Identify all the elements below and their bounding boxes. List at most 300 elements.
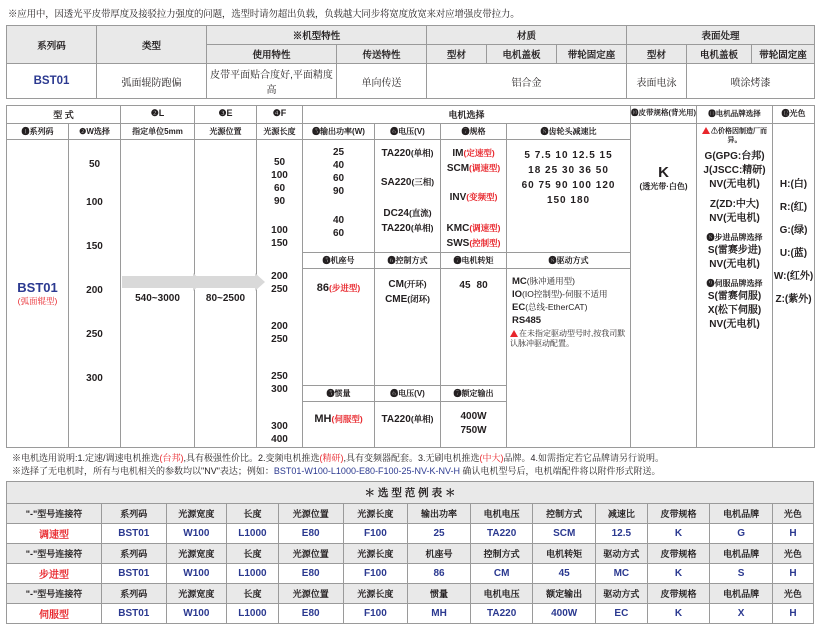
- ex-cell: F100: [343, 524, 408, 544]
- color-name: (蓝): [790, 248, 808, 259]
- note1-brand-b: (精研): [319, 453, 344, 463]
- ex-cell: BST01: [101, 604, 166, 624]
- ex-hdr-width: 光源宽度: [166, 584, 226, 604]
- spec-header-feature: ※机型特性: [207, 26, 427, 45]
- gear-value: 18: [528, 165, 542, 176]
- model-code-table: [6, 105, 815, 448]
- ex-cell: CM: [470, 564, 533, 584]
- brand-item: [697, 318, 772, 332]
- brand-sub: (松下伺服): [714, 305, 762, 316]
- spec-code: INV: [449, 192, 467, 203]
- light-color-list: [773, 126, 814, 307]
- ex-hdr-pos: 光源位置: [278, 544, 343, 564]
- brand-item: [697, 258, 772, 272]
- voltage-item: [376, 146, 439, 161]
- ex-cell: E80: [278, 604, 343, 624]
- gear-value: 120: [595, 180, 616, 191]
- f-value: 400: [271, 434, 288, 445]
- ex-cell: MH: [408, 604, 471, 624]
- color-name: (紫外): [784, 294, 812, 305]
- voltage-sub: (单相): [410, 414, 434, 424]
- spec-code: SCM: [446, 163, 470, 174]
- ex-hdr-width: 光源宽度: [166, 504, 226, 524]
- example-table: [6, 503, 814, 624]
- spec-item: [442, 161, 505, 176]
- color-code: W:: [773, 271, 787, 282]
- power-value: 90: [332, 186, 345, 197]
- brand-group-3: [697, 244, 772, 272]
- drive-code: MC: [512, 276, 527, 287]
- gear-ratio-list: [508, 148, 629, 208]
- ex-hdr-connector: "-"型号连接符: [7, 544, 102, 564]
- rated-value: 400W: [460, 411, 487, 422]
- spec-sub: (调速型): [469, 163, 501, 173]
- brand-code: G: [704, 151, 713, 162]
- e-value: 80~2500: [205, 293, 246, 304]
- hdr-torque: ❼电机转矩: [441, 253, 507, 269]
- ex-cell: H: [772, 524, 813, 544]
- spec-value-type: 弧面辊防跑偏: [97, 64, 207, 99]
- frame-no-code: 86: [316, 282, 330, 294]
- ex-cell: 86: [408, 564, 471, 584]
- hdr-belt-spec: ❿皮带规格(背光用): [631, 106, 697, 124]
- spec-sub-profile: 型材: [427, 45, 487, 64]
- example-row-servo: [7, 604, 814, 624]
- color-code: U:: [779, 248, 791, 259]
- ex-cell: E80: [278, 564, 343, 584]
- servo-voltage-item: [376, 412, 439, 427]
- color-item: [773, 224, 814, 238]
- ex-cell: K: [647, 604, 710, 624]
- f-value: 50: [273, 157, 286, 168]
- drive-mode-cell: [507, 269, 631, 448]
- hdr-series: ❶系列码: [7, 124, 69, 140]
- spec-value-material: 铝合金: [427, 64, 627, 99]
- voltage-code: DC24: [383, 208, 409, 219]
- brand-sub: (无电机): [723, 319, 760, 330]
- ex-hdr-length: 长度: [227, 544, 279, 564]
- hdr-inertia: ❺惯量: [303, 386, 375, 402]
- motor-selection-note: [12, 452, 812, 464]
- hdr-e: ❸E: [195, 106, 257, 124]
- ex-hdr-series: 系列码: [101, 504, 166, 524]
- example-header-speed: [7, 504, 814, 524]
- drive-item: [512, 301, 629, 314]
- brand-sub: (GPG:台邦): [712, 151, 765, 162]
- spec-value-surface-profile: 表面电泳: [627, 64, 687, 99]
- control-item: [376, 277, 439, 292]
- note1-brand-a: (台邦): [159, 453, 184, 463]
- spec-cell: [441, 140, 507, 253]
- f-value: 200: [271, 271, 288, 282]
- ex-hdr-frame: 机座号: [408, 544, 471, 564]
- color-item: [773, 270, 814, 284]
- brand-code: J: [703, 165, 709, 176]
- ex-hdr-color: 光色: [772, 584, 813, 604]
- gear-value: 50: [595, 165, 609, 176]
- brand-code: NV: [709, 259, 724, 270]
- drive-sub: (脉冲通用型): [526, 276, 575, 286]
- note1-prefix: ※电机选用说明:1.定速/调速电机推选: [12, 453, 160, 463]
- color-code: H:: [779, 179, 791, 190]
- series-code-value: BST01: [17, 280, 58, 295]
- w-value: 100: [86, 197, 103, 208]
- example-header-step: [7, 544, 814, 564]
- spec-value-surface-cover: 喷涂烤漆: [687, 64, 815, 99]
- control-sub: (开环): [403, 279, 427, 289]
- brand-item: [697, 290, 772, 304]
- drive-sub: (总线-EtherCAT): [525, 302, 588, 312]
- torque-cell: [441, 269, 507, 386]
- control-sub: (闭环): [407, 294, 430, 304]
- ex-cell: X: [710, 604, 773, 624]
- drive-item: [512, 275, 629, 288]
- brand-item: [697, 150, 772, 164]
- ex-cell: L1000: [227, 564, 279, 584]
- hdr-spec: ❼规格: [441, 124, 507, 140]
- brand-price-warning: [697, 126, 772, 146]
- brand-code: Z: [709, 199, 716, 210]
- brand-code: NV: [709, 179, 724, 190]
- ex-hdr-control: 控制方式: [533, 504, 596, 524]
- series-code-cell: [7, 140, 69, 448]
- ex-hdr-color: 光色: [772, 544, 813, 564]
- gear-row: [508, 193, 629, 208]
- gear-value: 30: [561, 165, 576, 176]
- ex-cell: S: [710, 564, 773, 584]
- brand-code: NV: [709, 213, 724, 224]
- brand-item: [697, 164, 772, 178]
- hdr-f-len: 光源长度: [257, 124, 303, 140]
- f-value: 200: [271, 321, 288, 332]
- spec-sub: (调速型): [469, 223, 501, 233]
- spec-code: SWS: [446, 238, 470, 249]
- ex-cell: K: [647, 524, 710, 544]
- ex-cell: 25: [408, 524, 471, 544]
- ex-hdr-length: 长度: [227, 584, 279, 604]
- brand-group-2: [697, 198, 772, 226]
- no-motor-note: [12, 465, 812, 477]
- drive-code: IO: [512, 289, 523, 300]
- brand-warn-text: ⚠价格因制造厂而异。: [711, 128, 768, 144]
- brand-item: [697, 212, 772, 226]
- l-arrow-bar: [122, 276, 193, 288]
- hdr-xingshi: 型 式: [7, 106, 121, 124]
- f-values-cell: [257, 140, 303, 448]
- power-value: 60: [332, 173, 345, 184]
- torque-list: [442, 279, 505, 293]
- ex-hdr-pos: 光源位置: [278, 504, 343, 524]
- gear-value: 60: [521, 180, 535, 191]
- spec-item: [442, 190, 505, 205]
- brand-sub: (无电机): [723, 259, 760, 270]
- ex-hdr-series: 系列码: [101, 544, 166, 564]
- ex-hdr-brand: 电机品牌: [710, 544, 773, 564]
- example-row-step: [7, 564, 814, 584]
- hdr-servo-voltage: ❻电压(V): [375, 386, 441, 402]
- torque-value: 80: [476, 280, 488, 291]
- color-name: (红): [790, 202, 808, 213]
- note1-brand-c: (中大): [479, 453, 504, 463]
- ex-cell: W100: [166, 604, 226, 624]
- brand-sub: (无电机): [723, 179, 760, 190]
- gear-ratio-cell: [507, 140, 631, 253]
- brand-item: [697, 198, 772, 212]
- inertia-sub: (伺服型): [331, 414, 363, 424]
- hdr-motor-brand: ⓫电机品牌选择: [697, 106, 773, 124]
- spec-table: [6, 25, 815, 99]
- f-values-list: [258, 156, 301, 446]
- rated-value: 750W: [460, 425, 487, 436]
- warning-icon: [510, 330, 518, 337]
- ex-cell: H: [772, 604, 813, 624]
- brand-servo-label: ❾伺服品牌选择: [706, 279, 763, 288]
- power-value: 40: [332, 215, 345, 226]
- w-value: 300: [86, 373, 103, 384]
- ex-cell: 12.5: [595, 524, 647, 544]
- spec-item: [442, 236, 505, 251]
- ex-hdr-brand: 电机品牌: [710, 504, 773, 524]
- spec-value-use: 皮带平面贴合度好,平面精度高: [207, 64, 337, 99]
- ex-cell: BST01: [101, 524, 166, 544]
- ex-cell: E80: [278, 524, 343, 544]
- brand-item: [697, 178, 772, 192]
- spec-header-surface: 表面处理: [627, 26, 815, 45]
- e-value-cell: [195, 140, 257, 448]
- brand-code: X: [707, 305, 715, 316]
- gear-value: 12.5: [572, 150, 596, 161]
- gear-value: 5: [524, 150, 531, 161]
- drive-note-text: 在未指定驱动型号时,按我司默认脉冲驱动配置。: [510, 329, 626, 348]
- gear-value: 36: [578, 165, 592, 176]
- drive-item: [512, 314, 629, 327]
- light-color-cell: [773, 124, 815, 448]
- main-header-row-1: [7, 106, 815, 124]
- hdr-frame: ❺机座号: [303, 253, 375, 269]
- rated-output-cell: [441, 402, 507, 448]
- spec-sub: (定速型): [463, 148, 495, 158]
- spec-value-series: BST01: [7, 64, 97, 99]
- power-value: 40: [332, 160, 345, 171]
- ex-hdr-length: 长度: [227, 504, 279, 524]
- w-value: 200: [86, 285, 103, 296]
- w-value: 150: [86, 241, 103, 252]
- w-value: 50: [88, 159, 101, 170]
- ex-hdr-pos: 光源位置: [278, 584, 343, 604]
- voltage-cell: [375, 140, 441, 253]
- f-value: 150: [271, 238, 288, 249]
- hdr-motor-select: 电机选择: [303, 106, 631, 124]
- f-value: 90: [273, 196, 286, 207]
- voltage-code: TA220: [381, 223, 411, 234]
- f-value: 250: [271, 284, 288, 295]
- f-value: 60: [273, 183, 286, 194]
- spec-code: KMC: [446, 223, 470, 234]
- brand-code: NV: [709, 319, 724, 330]
- frame-no-item: [304, 281, 373, 296]
- color-name: (绿): [790, 225, 808, 236]
- ex-cell: H: [772, 564, 813, 584]
- brand-step-label: ❽步进品牌选择: [706, 233, 763, 242]
- e-arrow-bar: [196, 276, 255, 288]
- ex-hdr-lightlen: 光源长度: [343, 504, 408, 524]
- ex-row-label: 伺服型: [7, 604, 102, 624]
- w-values-cell: [69, 140, 121, 448]
- color-name: (红外): [786, 271, 814, 282]
- hdr-voltage: ❻电压(V): [375, 124, 441, 140]
- gear-row: [508, 163, 629, 178]
- spec-sub-profile2: 型材: [627, 45, 687, 64]
- ex-hdr-belt: 皮带规格: [647, 544, 710, 564]
- ex-hdr-connector: "-"型号连接符: [7, 584, 102, 604]
- ex-cell: W100: [166, 564, 226, 584]
- hdr-rated: ❼额定输出: [441, 386, 507, 402]
- ex-hdr-inertia: 惯量: [408, 584, 471, 604]
- color-name: (白): [790, 179, 808, 190]
- hdr-drive: ❽驱动方式: [507, 253, 631, 269]
- spec-header-material: 材质: [427, 26, 627, 45]
- brand-sub: (无电机): [723, 213, 760, 224]
- drive-code: EC: [512, 302, 526, 313]
- f-value: 100: [271, 170, 288, 181]
- brand-sub: (JSCC:精研): [708, 165, 766, 176]
- inertia-item: [304, 412, 373, 427]
- ex-cell: MC: [595, 564, 647, 584]
- brand-sub: (ZD:中大): [715, 199, 760, 210]
- note1-mid1: ,具有极强性价比。2.变频电机推选: [183, 453, 320, 463]
- main-header-row-2: [7, 124, 815, 140]
- l-value: 540~3000: [135, 293, 180, 304]
- ex-hdr-control: 控制方式: [470, 544, 533, 564]
- torque-value: 45: [459, 280, 471, 291]
- belt-spec-cell: [631, 124, 697, 448]
- spec-sub-transmit: 传送特性: [337, 45, 427, 64]
- ex-cell: G: [710, 524, 773, 544]
- ex-hdr-voltage: 电机电压: [470, 504, 533, 524]
- gear-value: 10: [555, 150, 569, 161]
- ex-hdr-rated: 额定输出: [533, 584, 596, 604]
- power-value: 25: [332, 147, 345, 158]
- gear-value: 7.5: [534, 150, 552, 161]
- ex-hdr-belt: 皮带规格: [647, 584, 710, 604]
- ex-hdr-ratio: 减速比: [595, 504, 647, 524]
- drive-list: [508, 275, 629, 327]
- ex-cell: SCM: [533, 524, 596, 544]
- f-value: 250: [271, 371, 288, 382]
- note2-prefix: ※选择了无电机时，所有与电机相关的参数均以"NV"表达；例如：: [12, 466, 274, 476]
- ex-hdr-brand: 电机品牌: [710, 584, 773, 604]
- ex-hdr-width: 光源宽度: [166, 544, 226, 564]
- brand-group-4: [697, 290, 772, 332]
- control-code: CME: [385, 294, 408, 305]
- hdr-l-unit: 指定单位5mm: [121, 124, 195, 140]
- belt-code-k-sub: (透光带·白色): [639, 182, 688, 191]
- motor-brand-cell: [697, 124, 773, 448]
- spec-sub-beltfix2: 带轮固定座: [752, 45, 815, 64]
- color-code: G:: [779, 225, 791, 236]
- ex-row-label: 步进型: [7, 564, 102, 584]
- color-item: [773, 201, 814, 215]
- ex-hdr-belt: 皮带规格: [647, 504, 710, 524]
- power-cell: [303, 140, 375, 253]
- note2-suffix: 确认电机型号后，电机端配件将以附件形式附送。: [459, 466, 661, 476]
- gear-row: [508, 178, 629, 193]
- ex-hdr-torque: 电机转矩: [533, 544, 596, 564]
- warning-icon: [702, 127, 710, 134]
- ex-cell: K: [647, 564, 710, 584]
- spec-sub-cover2: 电机盖板: [687, 45, 752, 64]
- color-item: [773, 247, 814, 261]
- frame-no-sub: (步进型): [329, 283, 361, 293]
- example-row-speed: [7, 524, 814, 544]
- ex-row-label: 调速型: [7, 524, 102, 544]
- spec-code: IM: [452, 148, 464, 159]
- spec-sub: (控制型): [469, 238, 501, 248]
- ex-cell: F100: [343, 604, 408, 624]
- ex-cell: BST01: [101, 564, 166, 584]
- gear-value: 25: [545, 165, 559, 176]
- voltage-sub: (单相): [410, 223, 434, 233]
- power-list: [304, 146, 373, 240]
- l-value-cell: [121, 140, 195, 448]
- power-value: 60: [332, 228, 345, 239]
- f-value: 100: [271, 225, 288, 236]
- hdr-l: ❷L: [121, 106, 195, 124]
- ex-hdr-lightlen: 光源长度: [343, 544, 408, 564]
- hdr-gear: ❽齿轮头减速比: [507, 124, 631, 140]
- note1-mid2: ,具有变频器配套。3.无刷电机推选: [343, 453, 480, 463]
- ex-hdr-drive: 驱动方式: [595, 544, 647, 564]
- voltage-sub: (直流): [408, 208, 432, 218]
- gear-value: 90: [555, 180, 569, 191]
- example-table-title: ＊ 选 型 范 例 表 ＊: [6, 481, 814, 503]
- color-item: [773, 293, 814, 307]
- ex-cell: W100: [166, 524, 226, 544]
- color-item: [773, 178, 814, 192]
- voltage-item: [376, 221, 439, 236]
- inertia-code: MH: [314, 413, 332, 425]
- ex-cell: F100: [343, 564, 408, 584]
- brand-code: S: [707, 291, 715, 302]
- note1-mid3: 品牌。4.如需指定若它品牌请另行说明。: [503, 453, 665, 463]
- drive-sub: (IO控制型)-伺服不适用: [522, 289, 608, 299]
- w-values-list: [70, 158, 119, 385]
- spec-sub-use: 使用特性: [207, 45, 337, 64]
- brand-group-1: [697, 150, 772, 192]
- ex-cell: L1000: [227, 524, 279, 544]
- series-code-sub: (弧面辊型): [17, 296, 58, 306]
- ex-cell: TA220: [470, 524, 533, 544]
- drive-note: [508, 327, 629, 351]
- gear-value: 150: [546, 195, 567, 206]
- brand-item: [697, 244, 772, 258]
- voltage-item: [376, 175, 439, 190]
- voltage-item: [376, 206, 439, 221]
- ex-hdr-voltage: 电机电压: [470, 584, 533, 604]
- gear-value: 100: [572, 180, 592, 191]
- voltage-sub: (三相): [411, 177, 435, 187]
- hdr-w: ❷W选择: [69, 124, 121, 140]
- ex-hdr-power: 输出功率: [408, 504, 471, 524]
- brand-item: [697, 304, 772, 318]
- belt-code-k: K: [658, 164, 669, 181]
- brand-code: S: [707, 245, 715, 256]
- top-note: ※应用中，因透光平皮带厚度及接驳拉力强度的问题，选型时请勿超出负载，负载越大同步将宽度放宽来对应增强皮带拉力。: [8, 9, 520, 20]
- voltage-sub: (单相): [410, 148, 434, 158]
- ex-cell: 45: [533, 564, 596, 584]
- servo-voltage-cell: [375, 402, 441, 448]
- hdr-f: ❹F: [257, 106, 303, 124]
